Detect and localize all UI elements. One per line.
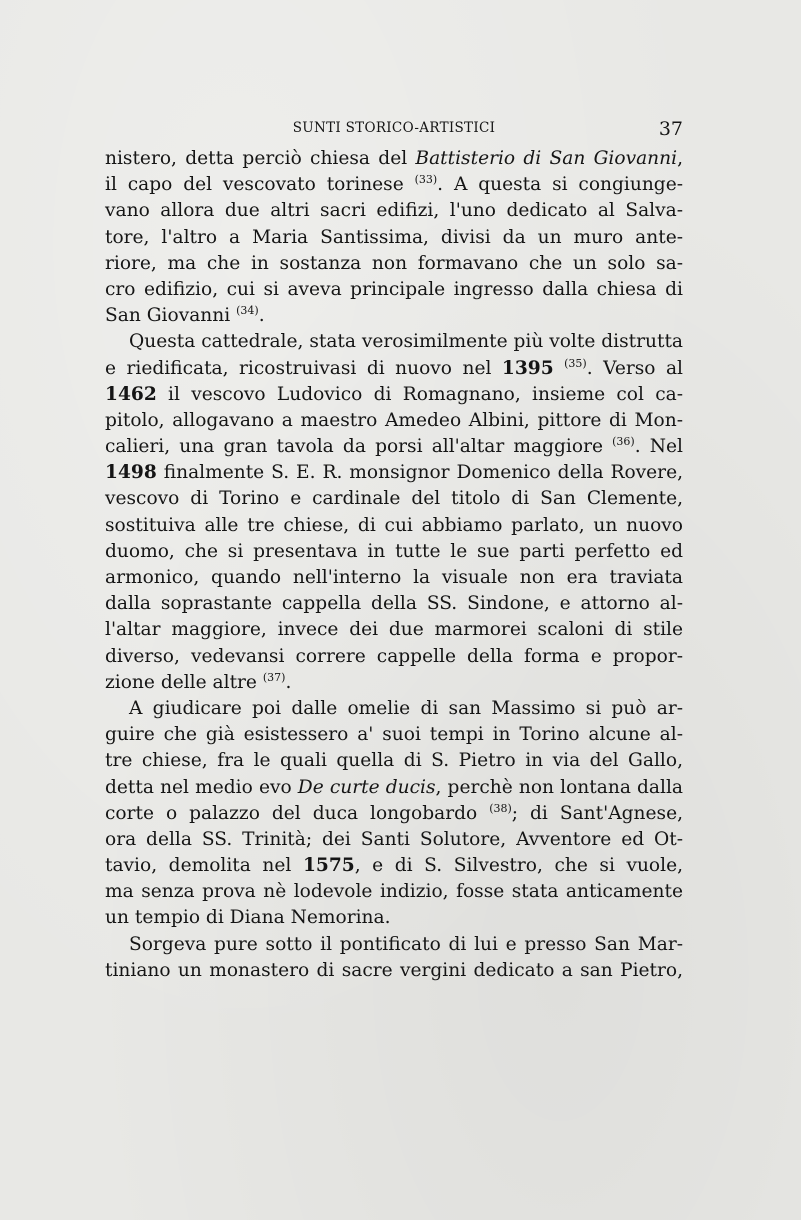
year: 1462 bbox=[105, 383, 157, 405]
text-line: corte o palazzo del duca longobardo $^{(38)}$; di Sant'Agnese, bbox=[105, 801, 683, 824]
text-line: sostituiva alle tre chiese, di cui abbiamo parlato, un nuovo bbox=[105, 514, 683, 536]
text-line: calieri, una gran tavola da porsi all'altar maggiore $^{(36)}$. Nel bbox=[105, 435, 684, 458]
text-line: e riedificata, ricostruivasi di nuovo nel 1395 $^{(35)}$. Verso al bbox=[105, 356, 683, 379]
footnote-ref: (34) bbox=[236, 304, 259, 318]
body-text bbox=[105, 146, 683, 984]
text-line: A giudicare poi dalle omelie di san Massimo si può ar- bbox=[129, 697, 683, 719]
footnote-ref: (38) bbox=[489, 801, 512, 815]
italic-phrase: De curte ducis bbox=[297, 776, 436, 798]
text-line: l'altar maggiore, invece dei due marmorei scaloni di stile bbox=[105, 619, 683, 641]
text-line: detta nel medio evo De curte ducis, perchè non lontana dalla bbox=[105, 776, 684, 798]
text-line: duomo, che si presentava in tutte le sue parti perfetto ed bbox=[105, 540, 683, 562]
footnote-ref: (37) bbox=[262, 670, 286, 684]
text-line: ora della SS. Trinità; dei Santi Solutore, Avventore ed Ot- bbox=[105, 828, 683, 850]
footnote-ref: (35) bbox=[564, 356, 587, 370]
text-line: tre chiese, fra le quali quella di S. Pietro in via del Gallo, bbox=[105, 750, 683, 772]
italic-title: Battisterio di San Giovanni bbox=[415, 148, 678, 169]
footnote-ref: (36) bbox=[612, 435, 635, 449]
text-line: il capo del vescovato torinese $^{(33)}$. A questa si congiunge- bbox=[105, 173, 683, 196]
year: 1575 bbox=[302, 855, 355, 877]
text-line: Sorgeva pure sotto il pontificato di lui e presso San Mar- bbox=[129, 933, 683, 955]
text-line: cro edifizio, cui si aveva principale ingresso dalla chiesa di bbox=[105, 278, 683, 300]
text-line: armonico, quando nell'interno la visuale non era traviata bbox=[105, 567, 683, 588]
text-line: San Giovanni $^{(34)}$. bbox=[105, 304, 265, 327]
text-line: Questa cattedrale, stata verosimilmente più volte distrutta bbox=[129, 331, 684, 353]
running-head: SUNTI STORICO-ARTISTICI bbox=[292, 120, 496, 136]
text-line: dalla soprastante cappella della SS. Sindone, e attorno al- bbox=[105, 593, 683, 615]
text-line: diverso, vedevansi correre cappelle della forma e propor- bbox=[105, 645, 683, 667]
text-line: 1498 finalmente S. E. R. monsignor Domenico della Rovere, bbox=[105, 462, 683, 484]
text-line: tavio, demolita nel 1575, e di S. Silvestro, che si vuole, bbox=[105, 855, 683, 877]
footnote-ref: (33) bbox=[414, 173, 438, 187]
text-line: 1462 il vescovo Ludovico di Romagnano, insieme col ca- bbox=[105, 383, 683, 405]
text-line: vescovo di Torino e cardinale del titolo di San Clemente, bbox=[105, 488, 683, 510]
text-line: tiniano un monastero di sacre vergini dedicato a san Pietro, bbox=[105, 959, 683, 981]
text-line: guire che già esistessero a' suoi tempi in Torino alcune al- bbox=[105, 724, 683, 746]
year: 1498 bbox=[105, 462, 157, 484]
page-number: 37 bbox=[658, 118, 683, 140]
year: 1395 bbox=[501, 357, 554, 379]
text-line: un tempio di Diana Nemorina. bbox=[105, 907, 391, 929]
text-line: vano allora due altri sacri edifizi, l'uno dedicato al Salva- bbox=[105, 200, 683, 222]
text-line: zione delle altre $^{(37)}$. bbox=[105, 670, 292, 693]
text-line: nistero, detta perciò chiesa del Battisterio di San Giovanni, bbox=[105, 148, 683, 169]
text-line: riore, ma che in sostanza non formavano che un solo sa- bbox=[105, 252, 683, 274]
text-line: pitolo, allogavano a maestro Amedeo Albini, pittore di Mon- bbox=[105, 409, 683, 431]
page-header bbox=[105, 118, 683, 138]
text-line: ma senza prova nè lodevole indizio, fosse stata anticamente bbox=[105, 881, 683, 903]
text-line: tore, l'altro a Maria Santissima, divisi da un muro ante- bbox=[105, 226, 683, 248]
